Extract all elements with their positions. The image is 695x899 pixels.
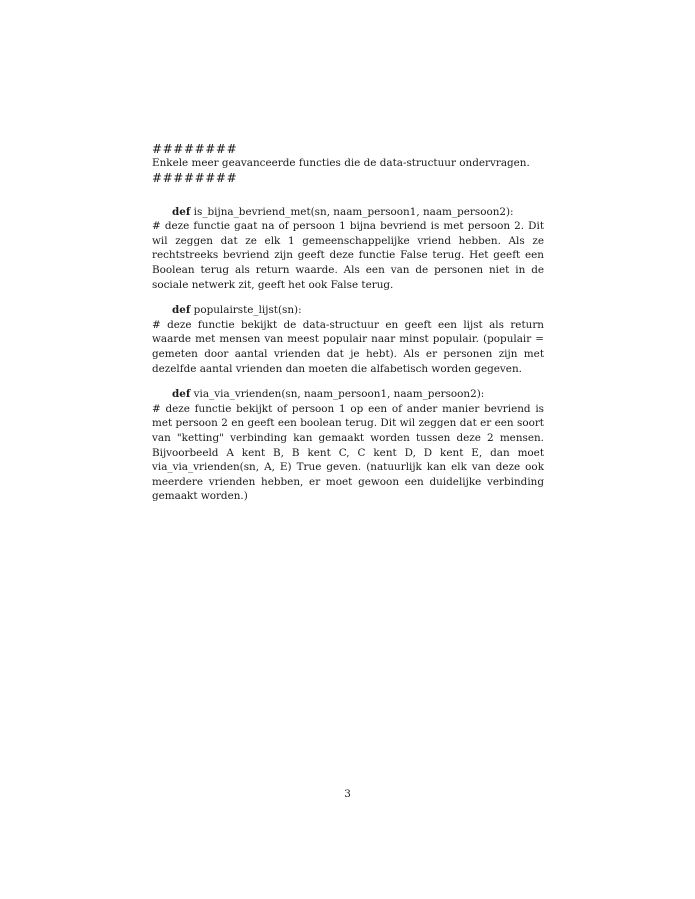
hash-separator-top: ######## <box>152 142 238 156</box>
function-block-via-via-vrienden <box>152 387 544 504</box>
intro-text: Enkele meer geavanceerde functies die de data-structuur ondervragen. <box>152 157 530 169</box>
function-block-is-bijna-bevriend-met <box>152 205 544 293</box>
function-name: is_bijna_bevriend_met(sn, naam_persoon1, naam_persoon2): <box>193 205 514 218</box>
function-signature <box>152 303 544 318</box>
def-keyword: def <box>172 304 191 317</box>
def-keyword: def <box>172 205 191 218</box>
function-description: # deze functie gaat na of persoon 1 bijna bevriend is met persoon 2. Dit wil zeggen dat ze elk 1 gemeenschappelijke vriend hebben. Als ze rechtstreeks bevriend zijn geeft deze functie False terug. Het geeft een Boolean terug als return waarde. Als een van de personen niet in de sociale netwerk zit, geeft het ook False terug. <box>152 220 544 291</box>
hash-separator-bottom: ######## <box>152 170 238 185</box>
page-content <box>152 142 544 504</box>
function-block-populairste-lijst <box>152 303 544 376</box>
function-description: # deze functie bekijkt of persoon 1 op een of ander manier bevriend is met persoon 2 en geeft een boolean terug. Dit wil zeggen dat er een soort van "ketting" verbinding kan gemaakt worden tussen deze 2 mensen. Bijvoorbeeld A kent B, B kent C, C kent D, D kent E, dan moet via_via_vrienden(sn, A, E) True geven. (natuurlijk kan elk van deze ook meerdere vrienden hebben, er moet gewoon een duidelijke verbinding gemaakt worden.) <box>152 402 544 503</box>
function-name: via_via_vrienden(sn, naam_persoon1, naam_persoon2): <box>193 388 485 401</box>
function-name: populairste_lijst(sn): <box>193 304 302 317</box>
def-keyword: def <box>172 388 191 401</box>
function-signature <box>152 387 544 402</box>
function-description: # deze functie bekijkt de data-structuur en geeft een lijst als return waarde met mensen van meest populair naar minst populair. (populair = gemeten door aantal vrienden dat je hebt). Als er personen zijn met dezelfde aantal vrienden dan moeten die alfabetisch worden gegeven. <box>152 318 544 375</box>
page-number: 3 <box>344 788 351 800</box>
function-signature <box>152 205 544 220</box>
